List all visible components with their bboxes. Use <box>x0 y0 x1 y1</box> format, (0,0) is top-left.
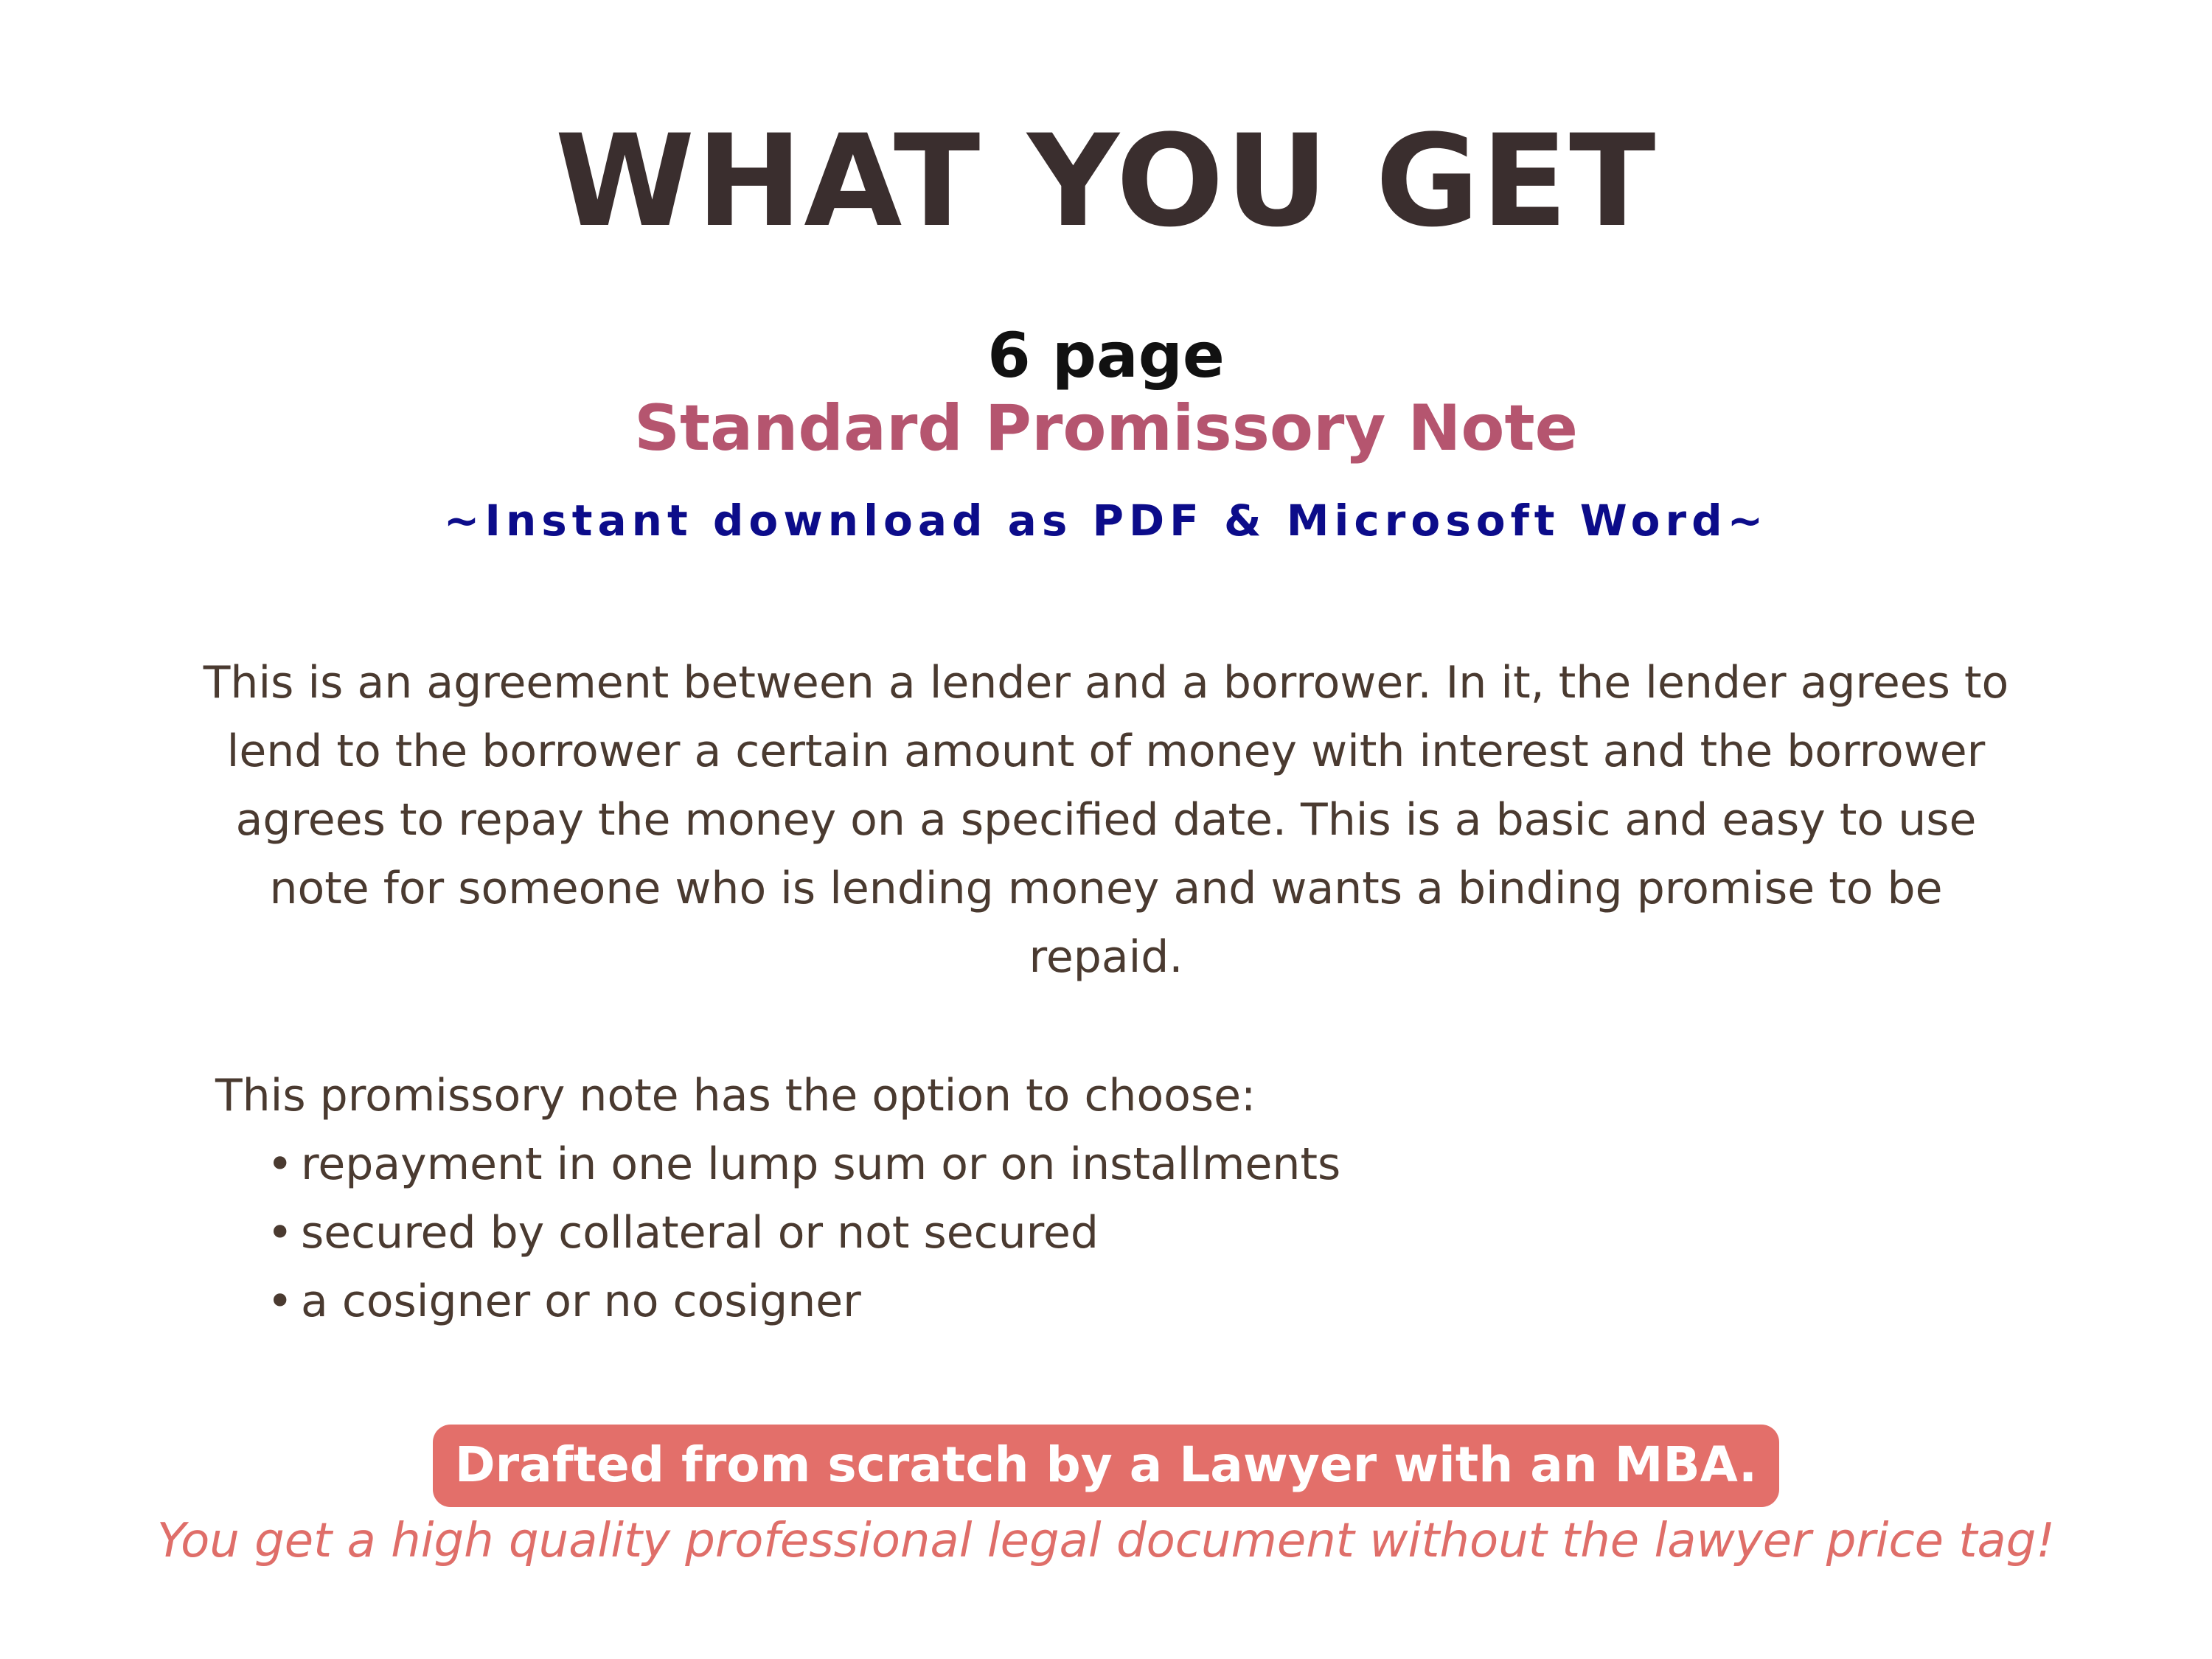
lawyer-badge: Drafted from scratch by a Lawyer with an MBA. <box>433 1425 1779 1507</box>
options-intro: This promissory note has the option to choose: <box>215 1070 1256 1121</box>
option-text: secured by collateral or not secured <box>301 1207 1099 1259</box>
badge-container <box>0 1425 2212 1507</box>
option-text: repayment in one lump sum or on installments <box>301 1138 1341 1190</box>
list-item <box>267 1130 1837 1199</box>
option-text: a cosigner or no cosigner <box>301 1276 861 1327</box>
options-section <box>215 1062 1837 1336</box>
bullet-icon: • <box>267 1207 293 1259</box>
options-list <box>215 1130 1837 1336</box>
tagline: You get a high quality professional legal document without the lawyer price tag! <box>157 1514 2055 1568</box>
product-description: This is an agreement between a lender and a borrower. In it, the lender agrees to lend to the borrower a certain amount of money with interest and the borrower agrees to repay the money on a specified date. This is a basic and easy to use note for someone who is lending money and wants a binding promise to be repaid. <box>203 657 2009 983</box>
page-title: WHAT YOU GET <box>554 107 1658 255</box>
list-item <box>267 1267 1837 1336</box>
download-format-note: ~Instant download as PDF & Microsoft Word~ <box>443 495 1769 546</box>
bullet-icon: • <box>267 1276 293 1327</box>
list-item <box>267 1199 1837 1267</box>
page-count-label: 6 page <box>987 319 1225 392</box>
bullet-icon: • <box>267 1138 293 1190</box>
product-name: Standard Promissory Note <box>634 392 1578 465</box>
